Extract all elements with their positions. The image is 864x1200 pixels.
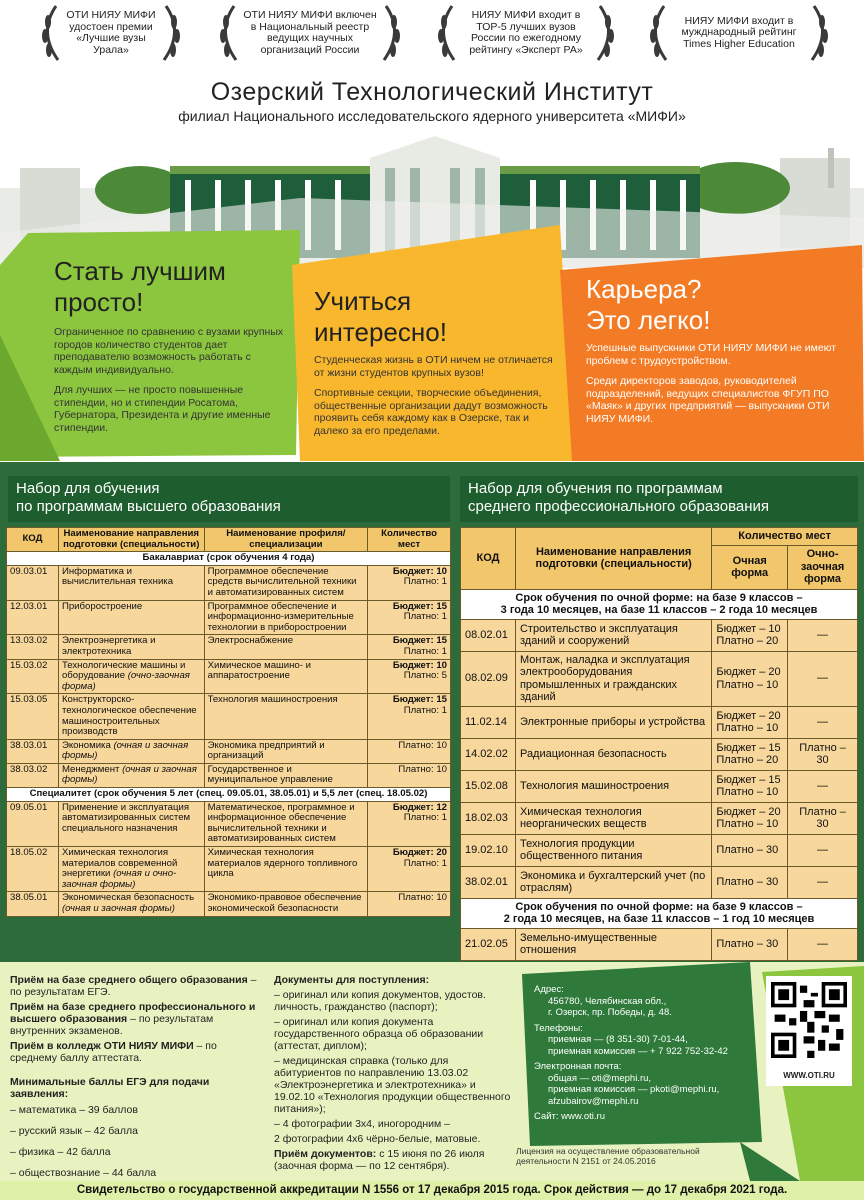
table-row <box>7 694 451 739</box>
profile-cell: Экономика предприятий и организаций <box>204 739 368 763</box>
places-cell <box>368 565 451 600</box>
code-cell: 38.05.01 <box>7 892 59 916</box>
program-cell <box>58 801 204 846</box>
parttime-places: — <box>788 770 858 802</box>
paid-places: Платно: 10 <box>398 763 447 775</box>
document-item: – 4 фотографии 3х4, иногородним – <box>274 1118 451 1130</box>
code-cell: 19.02.10 <box>461 834 516 866</box>
paid-places: Платно: 1 <box>403 576 447 588</box>
budget-places: Бюджет: 20 <box>392 847 447 859</box>
program-form: (очная и очно-заочная формы) <box>61 868 177 890</box>
address-label: Адрес: <box>534 984 564 995</box>
min-score-item: – русский язык – 42 балла <box>10 1125 138 1137</box>
fulltime-places <box>712 738 788 770</box>
profile-cell: Технология машиностроения <box>204 694 368 739</box>
section-title <box>461 589 858 619</box>
higher-ed-title-line1: Набор для обучения <box>16 480 160 497</box>
admission-rule-text: – по результатам внутренних экзаменов. <box>10 1013 214 1037</box>
parttime-places: — <box>788 651 858 706</box>
license-line: Лицензия на осуществление образовательной <box>516 1146 700 1156</box>
program-name: Экономика <box>61 739 111 751</box>
budget-places: Бюджет: 10 <box>392 659 447 671</box>
places-cell <box>368 635 451 659</box>
parttime-places: — <box>788 619 858 651</box>
award-text: ОТИ НИЯУ МИФИ включен в Национальный реестр ведущих научных организаций России <box>243 9 377 56</box>
award-text: НИЯУ МИФИ входит в мужднародный рейтинг Times Higher Education <box>681 14 797 50</box>
fulltime-places <box>712 770 788 802</box>
program-cell <box>58 600 204 635</box>
places-cell <box>368 892 451 916</box>
paid-places: Платно – 20 <box>716 754 779 766</box>
min-scores-title: Минимальные баллы ЕГЭ для подачи заявления: <box>10 1076 210 1100</box>
profile-cell: Программное обеспечение и информационно-измерительные технологии в приборостроении <box>204 600 368 635</box>
admission-rule-title: Приём в колледж ОТИ НИЯУ МИФИ <box>10 1040 194 1052</box>
profile-cell: Химическая технология материалов ядерного топливного цикла <box>204 847 368 892</box>
table-row <box>7 763 451 787</box>
program-cell <box>58 635 204 659</box>
fulltime-places <box>712 802 788 834</box>
award-3 <box>432 2 620 64</box>
program-cell: Земельно-имущественные отношения <box>515 928 711 960</box>
code-cell: 08.02.01 <box>461 619 516 651</box>
program-cell: Технология продукции общественного питания <box>515 834 711 866</box>
spo-header <box>460 476 858 522</box>
award-text: ОТИ НИЯУ МИФИ удостоен премии «Лучшие вузы Урала» <box>66 9 156 56</box>
paid-places: Платно: 10 <box>398 892 447 904</box>
col-header: КОД <box>461 528 516 590</box>
institute-title: Озерский Технологический Институт <box>210 78 654 106</box>
places-cell <box>368 659 451 694</box>
section-line: Срок обучения по очной форме: на базе 9 классов – <box>515 591 803 604</box>
panel-heading-line2: Это легко! <box>586 305 711 335</box>
table-row <box>461 928 858 960</box>
budget-places: Бюджет: 10 <box>392 565 447 577</box>
fulltime-places <box>712 866 788 898</box>
col-header: Наименование профиля/специализации <box>204 528 368 552</box>
paid-places: Платно – 20 <box>716 635 779 647</box>
documents-info <box>274 974 514 1172</box>
places-cell <box>368 801 451 846</box>
table-row <box>7 892 451 916</box>
code-cell: 11.02.14 <box>461 706 516 738</box>
license-line: деятельности N 2151 от 24.05.2016 <box>516 1156 656 1166</box>
col-header: Количество мест <box>368 528 451 552</box>
code-cell: 18.05.02 <box>7 847 59 892</box>
section-title <box>461 898 858 928</box>
parttime-places: — <box>788 928 858 960</box>
profile-cell: Программное обеспечение средств вычислительной техники и автоматизированных систем <box>204 565 368 600</box>
col-header: Количество мест <box>712 528 858 546</box>
document-item: 2 фотографии 4х6 чёрно-белые, матовые. <box>274 1133 481 1145</box>
program-name: Технологические машины и оборудование <box>61 659 186 682</box>
phone-line: приемная — (8 351-30) 7-01-44, <box>548 1034 688 1045</box>
code-cell: 08.02.09 <box>461 651 516 706</box>
qr-caption: WWW.OTI.RU <box>783 1071 835 1080</box>
program-name: Применение и эксплуатация автоматизированных систем специального назначения <box>61 801 191 834</box>
panel-text: Студенческая жизнь в ОТИ ничем не отличается от жизни студентов крупных вузов! <box>314 354 553 379</box>
panel-best <box>54 256 286 434</box>
program-form: (очная и заочная формы) <box>61 763 197 786</box>
panel-heading-line2: просто! <box>54 287 144 317</box>
paid-places: Платно: 1 <box>403 611 447 623</box>
paid-places: Платно: 1 <box>403 857 447 869</box>
program-cell <box>58 739 204 763</box>
panel-heading-line1: Карьера? <box>586 274 702 304</box>
contacts-block <box>520 970 765 1145</box>
program-name: Информатика и вычислительная техника <box>61 565 174 588</box>
panel-heading-line1: Учиться <box>314 286 412 316</box>
admission-rule-title: Приём на базе среднего профессионального и высшего образования <box>10 1001 256 1025</box>
table-row <box>461 802 858 834</box>
program-name: Конструкторско-технологическое обеспечение машиностроительных производств <box>61 694 197 738</box>
budget-places: Бюджет – 15 <box>716 741 781 754</box>
program-cell: Строительство и эксплуатация зданий и сооружений <box>515 619 711 651</box>
program-name: Приборостроение <box>61 600 143 612</box>
email-line[interactable]: приемная комиссия — pkoti@mephi.ru, <box>548 1084 720 1095</box>
code-cell: 15.03.05 <box>7 694 59 739</box>
code-cell: 09.05.01 <box>7 801 59 846</box>
address-line: 456780, Челябинская обл., <box>548 995 667 1007</box>
code-cell: 13.03.02 <box>7 635 59 659</box>
profile-cell: Экономико-правовое обеспечение экономической безопасности <box>204 892 368 916</box>
parttime-places: — <box>788 834 858 866</box>
code-cell: 09.03.01 <box>7 565 59 600</box>
table-row <box>7 847 451 892</box>
section-line: 3 года 10 месяцев, на базе 11 классов – 2 года 10 месяцев <box>500 604 818 616</box>
code-cell: 18.02.03 <box>461 802 516 834</box>
site-link[interactable]: Сайт: www.oti.ru <box>534 1111 606 1122</box>
parttime-places: Платно – 30 <box>788 802 858 834</box>
places-cell <box>368 694 451 739</box>
award-text: НИЯУ МИФИ входит в ТОР-5 лучших вузов России по ежегодному рейтингу «Эксперт РА» <box>469 9 583 56</box>
table-row <box>7 600 451 635</box>
paid-places: Платно – 30 <box>716 843 779 856</box>
code-cell: 38.02.01 <box>461 866 516 898</box>
documents-title: Документы для поступления: <box>274 974 430 986</box>
institute-subtitle: филиал Национального исследовательского ядерного университета «МИФИ» <box>178 108 686 124</box>
paid-places: Платно – 30 <box>716 875 779 888</box>
table-row <box>7 659 451 694</box>
qr-code-icon <box>771 982 847 1058</box>
paid-places: Платно – 10 <box>716 678 779 691</box>
budget-places: Бюджет – 20 <box>716 805 781 818</box>
parttime-places: — <box>788 706 858 738</box>
program-cell <box>58 847 204 892</box>
accreditation-footer: Свидетельство о государственной аккредитации N 1556 от 17 декабря 2015 года. Срок действия — до 17 декабря 2021 года. <box>0 1181 864 1200</box>
program-cell: Радиационная безопасность <box>515 738 711 770</box>
awards-bar <box>0 0 864 66</box>
table-row <box>461 738 858 770</box>
fulltime-places <box>712 619 788 651</box>
section-line: Срок обучения по очной форме: на базе 9 классов – <box>515 900 803 913</box>
email-line[interactable]: afzubairov@mephi.ru <box>548 1095 639 1107</box>
email-line[interactable]: общая — oti@mephi.ru, <box>548 1072 652 1084</box>
admission-rule-title: Приём на базе среднего общего образования <box>10 974 248 986</box>
panel-career <box>586 274 850 425</box>
phones-label: Телефоны: <box>534 1022 583 1034</box>
panel-text: Для лучших — не просто повышенные стипендии, но и стипендии Росатома, Губернатора, Президента и другие именные стипендии. <box>54 384 271 434</box>
admission-rule-text: – по среднему баллу аттестата. <box>10 1040 217 1064</box>
budget-places: Бюджет: 15 <box>392 635 447 647</box>
program-cell <box>58 565 204 600</box>
panel-text: Спортивные секции, творческие объединения, общественные организации дадут возможность проявить себя каждому как в Озерске, так и далеко за его пределами. <box>314 387 548 437</box>
col-header: Очно-заочная форма <box>788 545 858 589</box>
paid-places: Платно: 10 <box>398 739 447 751</box>
code-cell: 38.03.01 <box>7 739 59 763</box>
min-score-item: – обществознание – 44 балла <box>10 1167 157 1179</box>
qr-code[interactable] <box>766 976 852 1086</box>
col-header: КОД <box>7 528 59 552</box>
panel-text: Успешные выпускники ОТИ НИЯУ МИФИ не имеют проблем с трудоустройством. <box>586 342 837 367</box>
table-row <box>7 739 451 763</box>
places-cell <box>368 739 451 763</box>
program-cell: Экономика и бухгалтерский учет (по отраслям) <box>515 866 711 898</box>
program-cell: Электронные приборы и устройства <box>515 706 711 738</box>
table-row <box>461 866 858 898</box>
award-4 <box>644 2 834 64</box>
budget-places: Бюджет: 15 <box>392 600 447 612</box>
table-row <box>7 801 451 846</box>
program-cell: Технология машиностроения <box>515 770 711 802</box>
min-score-item: – физика – 42 балла <box>10 1146 111 1158</box>
section-row <box>461 898 858 928</box>
spo-title-line2: среднего профессионального образования <box>468 498 769 515</box>
paid-places: Платно – 30 <box>716 937 779 950</box>
section-row <box>7 552 451 566</box>
table-row <box>461 651 858 706</box>
paid-places: Платно: 5 <box>403 670 447 682</box>
paid-places: Платно: 1 <box>403 704 447 716</box>
places-cell <box>368 763 451 787</box>
program-form: (очная и заочная формы) <box>61 903 175 914</box>
program-cell <box>58 763 204 787</box>
code-cell: 38.03.02 <box>7 763 59 787</box>
section-line: 2 года 10 месяцев, на базе 11 классов – 1 год 10 месяцев <box>503 913 815 925</box>
table-row <box>461 770 858 802</box>
budget-places: Бюджет – 10 <box>716 622 781 635</box>
budget-places: Бюджет – 20 <box>716 666 781 678</box>
fulltime-places <box>712 834 788 866</box>
min-score-item: – математика – 39 баллов <box>10 1104 138 1116</box>
program-name: Менеджмент <box>61 763 120 775</box>
program-cell <box>58 694 204 739</box>
section-title: Специалитет (срок обучения 5 лет (спец. 09.05.01, 38.05.01) и 5,5 лет (спец. 18.05.02) <box>7 788 451 802</box>
paid-places: Платно – 10 <box>716 786 779 798</box>
code-cell: 14.02.02 <box>461 738 516 770</box>
profile-cell: Государственное и муниципальное управление <box>204 763 368 787</box>
program-cell <box>58 892 204 916</box>
col-header: Очная форма <box>712 545 788 589</box>
program-form: (очная и заочная формы) <box>61 739 189 762</box>
fulltime-places <box>712 651 788 706</box>
code-cell: 15.02.08 <box>461 770 516 802</box>
email-label: Электронная почта: <box>534 1061 622 1072</box>
section-row <box>7 788 451 802</box>
profile-cell: Электроснабжение <box>204 635 368 659</box>
program-name: Химическая технология материалов современной энергетики <box>61 847 178 880</box>
panel-text: Ограниченное по сравнению с вузами крупных городов количество студентов дает преподавателю возможность работать с каждым индивидуально. <box>54 326 284 376</box>
table-row <box>461 834 858 866</box>
code-cell: 12.03.01 <box>7 600 59 635</box>
higher-ed-table <box>6 527 451 917</box>
table-row <box>461 706 858 738</box>
address-line: г. Озерск, пр. Победы, д. 48. <box>548 1007 672 1018</box>
program-cell: Химическая технология неорганических веществ <box>515 802 711 834</box>
section-title: Бакалавриат (срок обучения 4 года) <box>7 552 451 566</box>
col-header: Наименование направления подготовки (специальности) <box>58 528 204 552</box>
dates-title: Приём документов: <box>274 1148 377 1160</box>
section-row <box>461 589 858 619</box>
profile-cell: Математическое, программное и информационное обеспечение вычислительной техники и автоматизированных систем <box>204 801 368 846</box>
program-name: Экономическая безопасность <box>61 892 195 904</box>
program-cell <box>58 659 204 694</box>
budget-places: Бюджет: 15 <box>392 694 447 706</box>
table-row <box>461 619 858 651</box>
award-2 <box>214 2 406 64</box>
table-row <box>7 635 451 659</box>
admission-rule-text: – по результатам ЕГЭ. <box>10 974 257 998</box>
budget-places: Бюджет: 12 <box>392 801 447 813</box>
spo-title-line1: Набор для обучения по программам <box>468 480 723 497</box>
places-cell <box>368 600 451 635</box>
paid-places: Платно – 10 <box>716 722 779 734</box>
places-cell <box>368 847 451 892</box>
budget-places: Бюджет – 20 <box>716 709 781 722</box>
document-item: – оригинал или копия документов, удостов. личность, гражданство (паспорт); <box>274 989 486 1013</box>
parttime-places: — <box>788 866 858 898</box>
parttime-places: Платно – 30 <box>788 738 858 770</box>
higher-ed-header <box>8 476 450 522</box>
higher-ed-title-line2: по программам высшего образования <box>16 498 281 515</box>
panel-heading-line2: интересно! <box>314 317 447 347</box>
program-cell: Монтаж, наладка и эксплуатация электрооборудования промышленных и гражданских зданий <box>515 651 711 706</box>
document-item: – оригинал или копия документа государственного образца об образовании (аттестат, диплом); <box>274 1016 484 1052</box>
award-1 <box>36 2 186 64</box>
program-form: (очно-заочная форма) <box>61 670 190 692</box>
table-row <box>7 565 451 600</box>
paid-places: Платно: 1 <box>403 812 447 824</box>
panel-heading-line1: Стать лучшим <box>54 256 226 286</box>
fulltime-places <box>712 928 788 960</box>
panel-text: Среди директоров заводов, руководителей подразделений, ведущих специалистов ФГУП ПО «Маяк» и других предприятий — выпускники ОТИ НИЯУ МИФИ. <box>586 375 830 425</box>
profile-cell: Химическое машино- и аппаратостроение <box>204 659 368 694</box>
code-cell: 15.03.02 <box>7 659 59 694</box>
fulltime-places <box>712 706 788 738</box>
spo-table <box>460 527 858 961</box>
paid-places: Платно: 1 <box>403 645 447 657</box>
dates-text: с 15 июня по 26 июля (заочная форма — по 12 сентября). <box>274 1148 485 1172</box>
document-item: – медицинская справка (только для абитуриентов по направлению 13.03.02 «Электроэнергетика и электротехника» и 19.02.10 «Технология продукции общественного питания»); <box>274 1055 511 1115</box>
code-cell: 21.02.05 <box>461 928 516 960</box>
col-header: Наименование направления подготовки (специальности) <box>515 528 711 590</box>
license-info <box>516 1146 746 1166</box>
phone-line: приемная комиссия — + 7 922 752-32-42 <box>548 1045 728 1057</box>
paid-places: Платно – 10 <box>716 818 779 830</box>
program-name: Электроэнергетика и электротехника <box>61 635 156 657</box>
admission-info <box>10 974 260 1200</box>
budget-places: Бюджет – 15 <box>716 773 781 786</box>
panel-interesting <box>314 286 566 437</box>
